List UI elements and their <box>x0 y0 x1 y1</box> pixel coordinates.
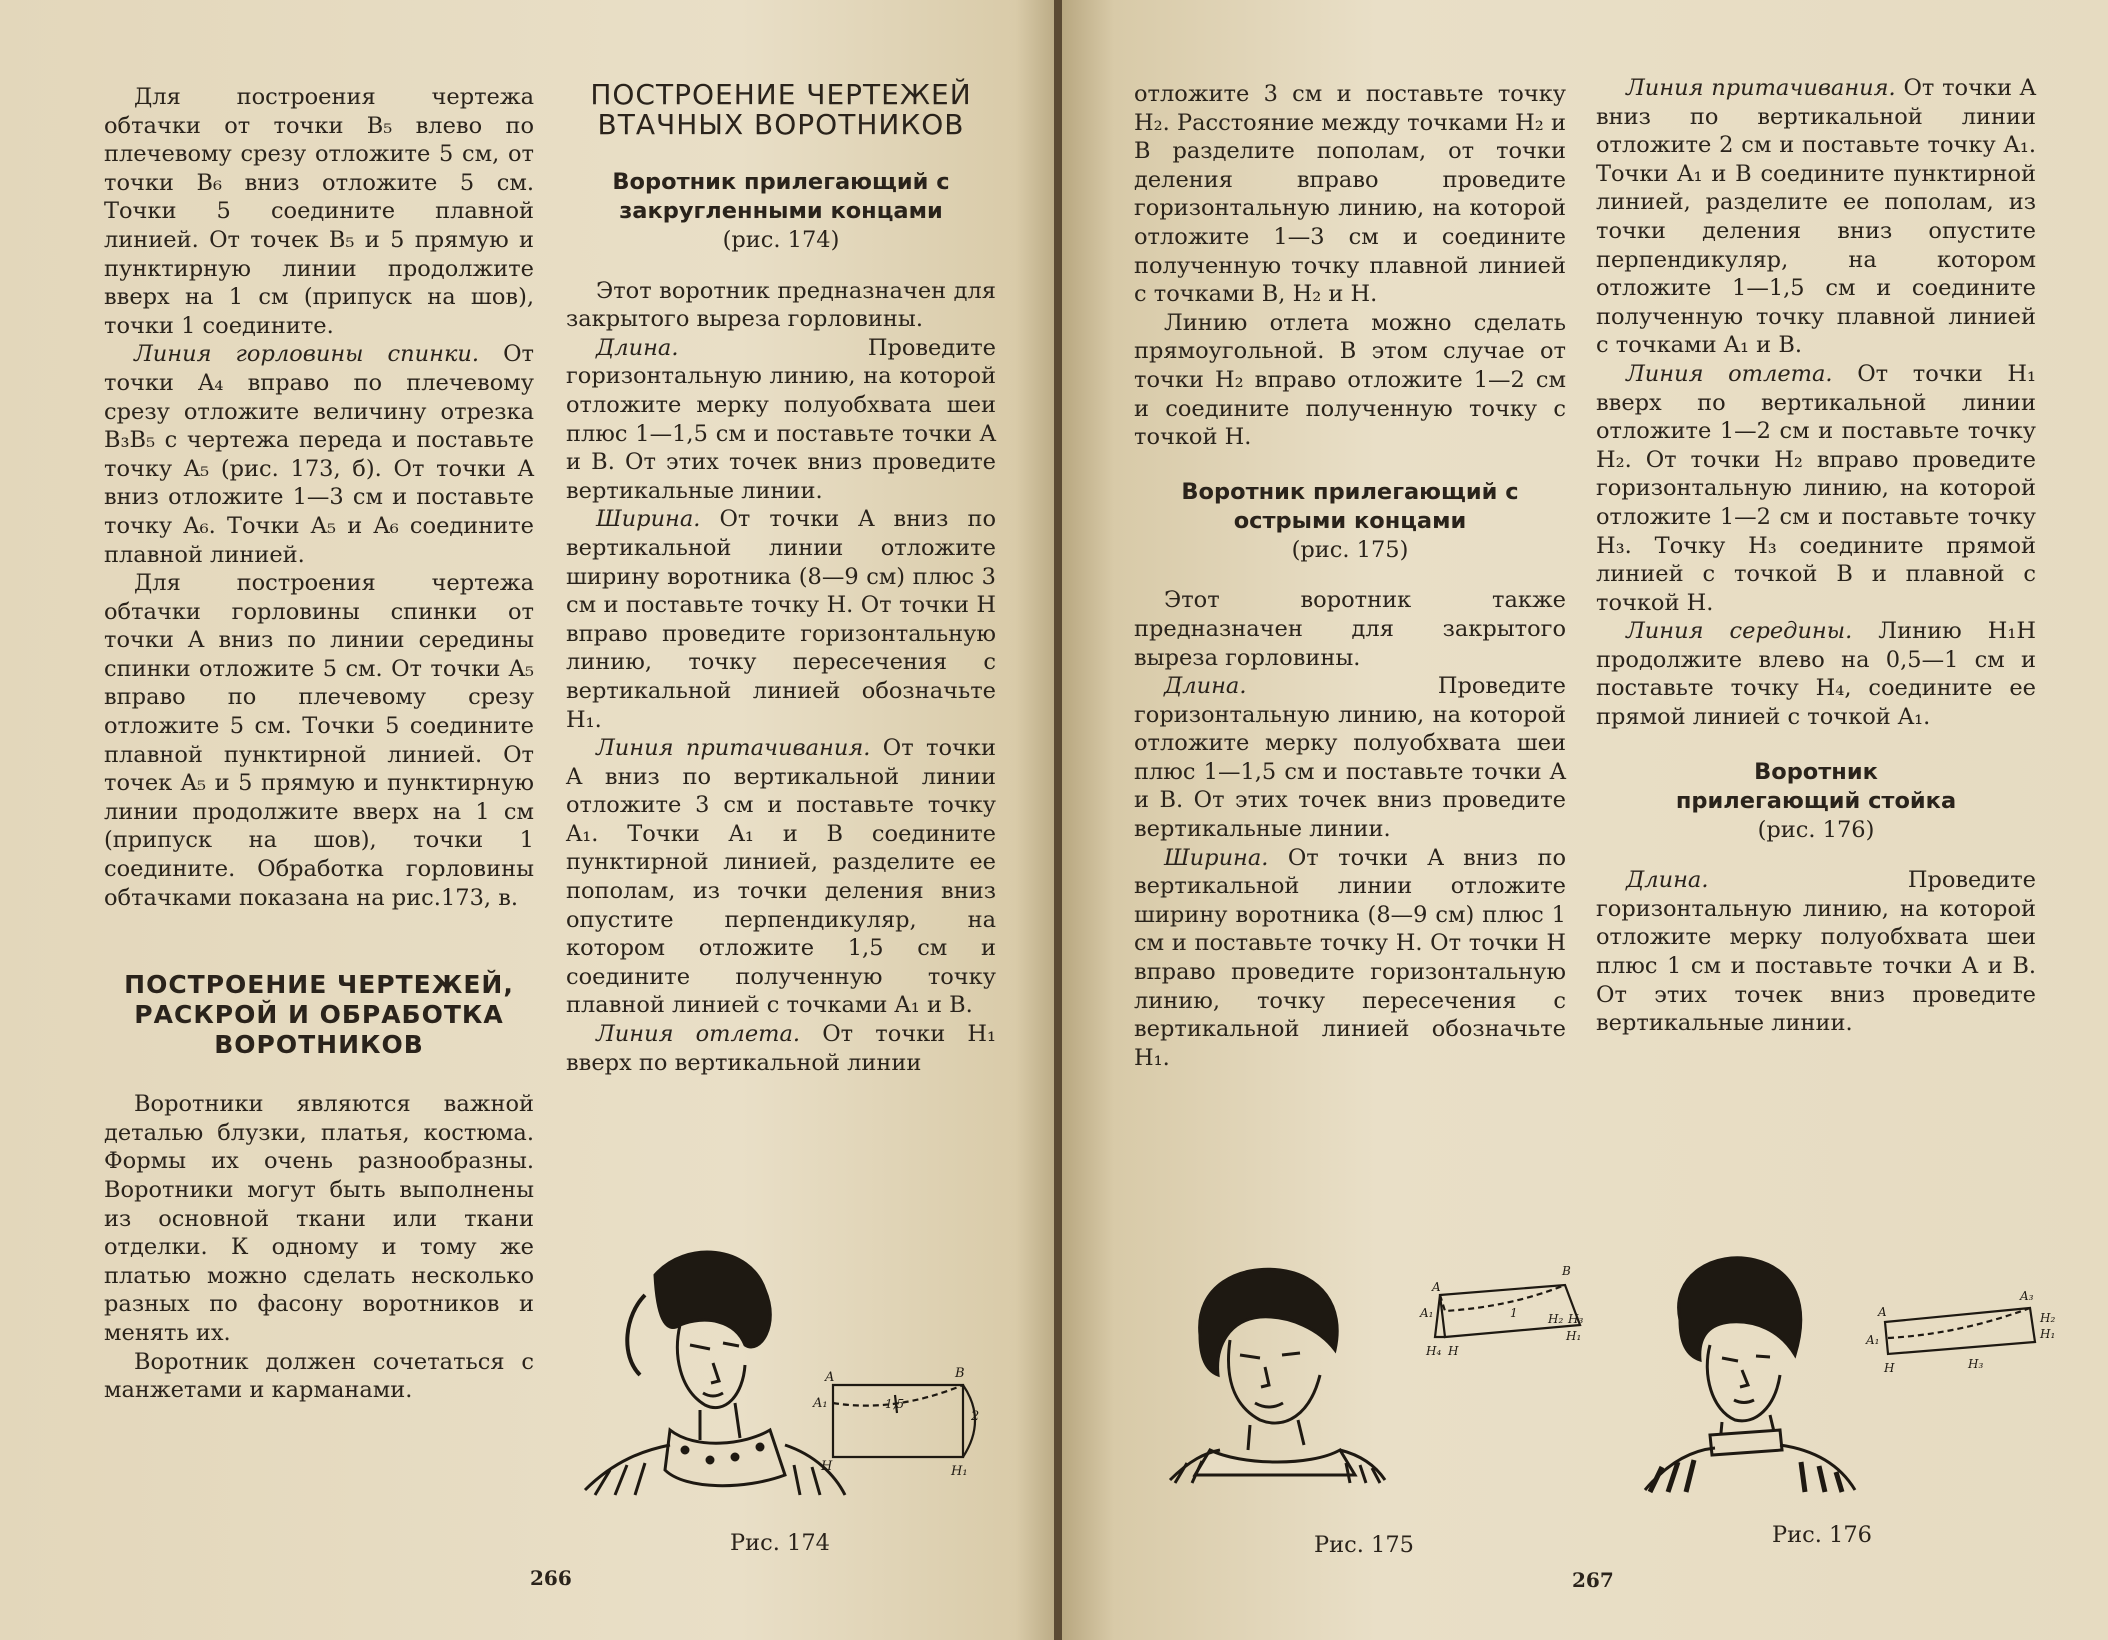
paragraph-lead: Длина. <box>1626 867 1709 894</box>
collar-drawing <box>1885 1308 2035 1354</box>
fig-label-h2: H₂ <box>2040 1311 2056 1325</box>
paragraph-lead: Линия отлета. <box>596 1021 801 1048</box>
paragraph: Воротник должен сочетаться с манжетами и карманами. <box>104 1348 534 1404</box>
paragraph <box>104 340 534 569</box>
paragraph-text: От точки A₄ вправо по плечевому срезу отложите величину отрезка B₃B₅ с чертежа переда и поставьте точку A₅ (рис. 173, б). От точки A вниз отложите 1—3 см и поставьте точку A₆. Точки A₅ и A₆ соедините плавной линией. <box>104 341 534 568</box>
figure-caption: Рис. 174 <box>730 1530 830 1556</box>
figure-reference: (рис. 175) <box>1291 536 1409 563</box>
paragraph-text: От точки A вниз по вертикальной линии отложите ширину воротника (8—9 см) плюс 3 см и поставьте точку H. От точки H вправо проведите горизонтальную линию, точку пересечения с вертикальной линией обозначьте H₁. <box>566 506 996 733</box>
left-column-2 <box>566 80 996 1077</box>
section-title: ПОСТРОЕНИЕ ЧЕРТЕЖЕЙ ВТАЧНЫХ ВОРОТНИКОВ <box>590 78 972 141</box>
fig-label-h: H <box>821 1459 833 1474</box>
paragraph-text: От точки A вниз по вертикальной линии отложите 3 см и поставьте точку A₁. Точки A₁ и B соедините пунктирной линией, разделите ее пополам, из точки деления вниз опустите перпендикуляр, на котором отложите 1,5 см и соедините полученную точку плавной линией с точками A₁ и B. <box>566 735 996 1019</box>
right-column-1 <box>1134 80 1566 1072</box>
collar-drawing <box>833 1385 975 1457</box>
fig-label-a1: A₁ <box>1866 1333 1880 1347</box>
fig-label-h1: H₁ <box>2040 1327 2056 1341</box>
fig-label-a: A <box>1878 1305 1887 1319</box>
paragraph: Для построения чертежа обтачки от точки B₅ влево по плечевому срезу отложите 5 см, от точки B₆ вниз отложите 5 см. Точки 5 соедините плавной линией. От точек B₅ и 5 прямую и пунктирную линии продолжите вверх на 1 см (припуск на шов), точки 1 соедините. <box>104 84 534 339</box>
paragraph: Воротники являются важной деталью блузки, платья, костюма. Формы их очень разнообразны. Воротники могут быть выполнены из основной ткани или ткани отделки. К одному и тому же платью можно сделать несколько разных по фасону воротников и менять их. <box>104 1091 534 1346</box>
paragraph-lead: Длина. <box>596 334 679 361</box>
paragraph-lead: Линия притачивания. <box>596 735 871 762</box>
figure-175 <box>1170 1255 1584 1485</box>
figure-176 <box>1630 1250 2080 1495</box>
fig-label-2: 2 <box>971 1409 980 1424</box>
paragraph <box>566 734 996 1020</box>
paragraph <box>566 334 996 506</box>
subsection-title: Воротник прилегающий с закругленными концами <box>612 169 950 224</box>
fig-label-h: H <box>1448 1344 1459 1358</box>
paragraph-text: От точки H₁ вверх по вертикальной линии отложите 1—2 см и поставьте точку H₂. От точки H₂ вправо проведите горизонтальную линию, на которой отложите 1—2 см и поставьте точку H₃. Точку H₃ соедините прямой линией с точкой B и плавной с точкой H. <box>1596 360 2036 616</box>
woman-illustration <box>1170 1269 1385 1483</box>
paragraph <box>1596 360 2036 617</box>
fig-label-a: A <box>1432 1280 1441 1294</box>
collar-drawing <box>1435 1285 1580 1337</box>
paragraph-text: Проведите горизонтальную линию, на которой отложите мерку полуобхвата шеи плюс 1 см и поставьте точки A и B. От этих точек вниз проведите вертикальные линии. <box>1596 867 2036 1037</box>
paragraph: отложите 3 см и поставьте точку H₂. Расстояние между точками H₂ и B разделите пополам, от точки деления вправо проведите горизонтальную линию, на которой отложите 1—3 см и соедините полученную точку плавной линией с точками B, H₂ и H. <box>1134 81 1566 308</box>
paragraph-text: От точки A вниз по вертикальной линии отложите 2 см и поставьте точку A₁. Точки A₁ и B соедините пунктирной линией, разделите ее пополам, из точки деления вниз опустите перпендикуляр, на котором отложите 1—1,5 см и соедините полученную точку плавной линией с точками A₁ и B. <box>1596 75 2037 359</box>
fig-label-a3: A₃ <box>2020 1289 2034 1303</box>
paragraph <box>566 1020 996 1077</box>
paragraph-lead: Ширина. <box>596 506 701 533</box>
fig-label-h1: H₁ <box>1566 1329 1582 1343</box>
paragraph-text: От точки A вниз по вертикальной линии отложите ширину воротника (8—9 см) плюс 1 см и поставьте точку H. От точки H вправо проведите горизонтальную линию, точку пересечения с вертикальной линией обозначьте H₁. <box>1134 844 1566 1071</box>
fig-label-a1: A₁ <box>1420 1306 1434 1320</box>
paragraph-text: От точки H₁ вверх по вертикальной линии <box>566 1021 996 1076</box>
fig-label-b: B <box>955 1366 965 1381</box>
subsection-title: Воротник прилегающий стойка <box>1675 758 1957 814</box>
subsection-title: Воротник прилегающий с острыми концами <box>1181 478 1519 534</box>
fig-label-1: 1 <box>1510 1306 1518 1320</box>
paragraph-text: Проведите горизонтальную линию, на которой отложите мерку полуобхвата шеи плюс 1—1,5 см и поставьте точки A и B. От этих точек вниз проведите вертикальные линии. <box>566 334 996 504</box>
fig-label-b: B <box>1562 1264 1571 1278</box>
paragraph-lead: Линия отлета. <box>1626 360 1833 387</box>
fig-label-h3: H₃ <box>1968 1357 1984 1371</box>
paragraph: Линию отлета можно сделать прямоугольной. В этом случае от точки H₂ вправо отложите 1—2 см и соедините полученную точку с точкой H. <box>1134 309 1566 451</box>
woman-illustration <box>1645 1258 1855 1492</box>
paragraph-lead: Линия горловины спинки. <box>134 341 480 368</box>
fig-label-h4: H₄ <box>1426 1344 1442 1358</box>
figure-reference: (рис. 174) <box>722 227 840 253</box>
page-number: 266 <box>530 1566 572 1590</box>
fig-label-h3: H₃ <box>1568 1312 1584 1326</box>
woman-illustration <box>585 1252 845 1495</box>
paragraph-text: Линию H₁H продолжите влево на 0,5—1 см и поставьте точку H₄, соедините ее прямой линией с точкой A₁. <box>1596 618 2036 731</box>
fig-label-a: A <box>825 1370 835 1385</box>
fig-label-h: H <box>1884 1361 1895 1375</box>
paragraph <box>566 505 996 734</box>
paragraph-text: Проведите горизонтальную линию, на которой отложите мерку полуобхвата шеи плюс 1—1,5 см и поставьте точки A и B. От этих точек вниз проведите вертикальные линии. <box>1134 673 1566 843</box>
paragraph: Для построения чертежа обтачки горловины спинки от точки A вниз по линии середины спинки отложите 5 см. От точки A₅ вправо по плечевому срезу отложите 5 см. Точки 5 соедините плавной пунктирной линией. От точек A₅ и 5 прямую и пунктирную линии продолжите вверх на 1 см (припуск на шов), точки 1 соедините. Обработка горловины обтачками показана на рис.173, в. <box>104 570 534 911</box>
paragraph <box>1596 74 2036 360</box>
left-column-1 <box>104 83 534 1405</box>
paragraph-lead: Ширина. <box>1164 844 1269 871</box>
right-page <box>1062 0 2108 1640</box>
figure-reference: (рис. 176) <box>1757 816 1875 843</box>
figure-174 <box>585 1245 1005 1500</box>
paragraph-lead: Линия притачивания. <box>1626 75 1896 101</box>
paragraph: Этот воротник предназначен для закрытого выреза горловины. <box>566 277 996 333</box>
paragraph <box>1596 866 2036 1038</box>
fig-label-value: 1,5 <box>885 1397 905 1411</box>
page-number: 267 <box>1572 1568 1614 1592</box>
figure-caption: Рис. 176 <box>1772 1522 1872 1548</box>
paragraph-lead: Линия середины. <box>1626 618 1853 645</box>
fig-label-h2: H₂ <box>1548 1312 1564 1326</box>
paragraph-lead: Длина. <box>1164 673 1247 700</box>
paragraph <box>1134 844 1566 1073</box>
figure-caption: Рис. 175 <box>1314 1532 1414 1558</box>
fig-label-a1: A₁ <box>813 1396 828 1411</box>
paragraph <box>1134 672 1566 844</box>
paragraph: Этот воротник также предназначен для закрытого выреза горловины. <box>1134 587 1566 671</box>
section-title: ПОСТРОЕНИЕ ЧЕРТЕЖЕЙ, РАСКРОЙ И ОБРАБОТКА ВОРОТНИКОВ <box>124 970 514 1060</box>
fig-label-h1: H₁ <box>951 1464 968 1479</box>
paragraph <box>1596 617 2036 731</box>
right-column-2 <box>1596 74 2036 1038</box>
